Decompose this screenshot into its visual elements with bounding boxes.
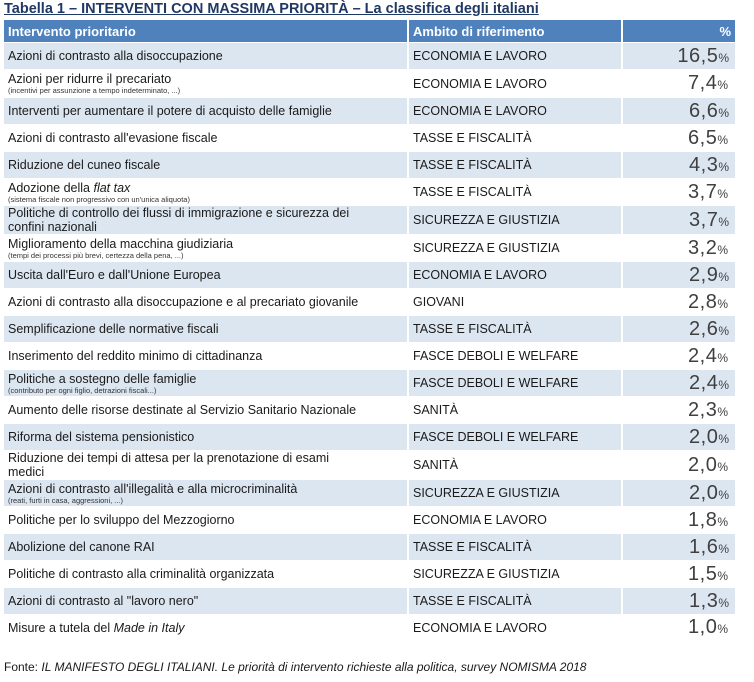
percent-sign: % <box>718 431 729 446</box>
cell-percent <box>622 615 735 641</box>
table-row <box>4 370 735 397</box>
cell-percent <box>622 424 735 451</box>
intervento-label: Riduzione del cuneo fiscale <box>8 158 161 172</box>
cell-intervento <box>4 235 408 262</box>
percent-value: 2,6 <box>689 317 719 340</box>
cell-percent <box>622 70 735 98</box>
cell-percent <box>622 152 735 179</box>
percent-sign: % <box>718 323 729 338</box>
source-text: IL MANIFESTO DEGLI ITALIANI. Le priorità di intervento richieste alla politica, survey NOMISMA 2018 <box>41 660 587 674</box>
table-row <box>4 262 735 289</box>
cell-intervento <box>4 561 408 588</box>
cell-ambito: ECONOMIA E LAVORO <box>408 262 622 289</box>
cell-ambito: SICUREZZA E GIUSTIZIA <box>408 480 622 507</box>
percent-sign: % <box>718 269 729 284</box>
percent-value: 16,5 <box>677 44 719 67</box>
cell-ambito: TASSE E FISCALITÀ <box>408 534 622 561</box>
cell-intervento <box>4 424 408 451</box>
table-row <box>4 507 735 534</box>
percent-value: 2,0 <box>688 453 718 476</box>
table-row <box>4 125 735 152</box>
cell-ambito: ECONOMIA E LAVORO <box>408 507 622 534</box>
table-row <box>4 480 735 507</box>
header-percent: % <box>622 20 735 43</box>
percent-value: 6,6 <box>689 99 719 122</box>
header-ambito: Ambito di riferimento <box>408 20 622 43</box>
table-row <box>4 343 735 370</box>
table-row <box>4 235 735 262</box>
intervento-label: Politiche per lo sviluppo del Mezzogiorno <box>8 513 235 527</box>
priority-table <box>4 20 736 641</box>
percent-sign: % <box>717 622 728 637</box>
cell-intervento <box>4 125 408 152</box>
cell-ambito: GIOVANI <box>408 289 622 316</box>
cell-intervento <box>4 262 408 289</box>
cell-intervento <box>4 343 408 370</box>
percent-sign: % <box>717 459 728 474</box>
table-row <box>4 152 735 179</box>
cell-percent <box>622 43 735 70</box>
cell-percent <box>622 316 735 343</box>
cell-ambito: SICUREZZA E GIUSTIZIA <box>408 235 622 262</box>
intervento-label: Politiche a sostegno delle famiglie <box>8 371 197 386</box>
percent-value: 1,3 <box>689 589 719 612</box>
percent-sign: % <box>717 132 728 147</box>
intervento-label: Azioni per ridurre il precariato <box>8 72 172 86</box>
header-intervento: Intervento prioritario <box>4 20 408 43</box>
cell-ambito: SICUREZZA E GIUSTIZIA <box>408 206 622 235</box>
intervento-label: Azioni di contrasto all'evasione fiscale <box>8 131 218 145</box>
cell-ambito: TASSE E FISCALITÀ <box>408 152 622 179</box>
intervento-label: Semplificazione delle normative fiscali <box>8 322 219 336</box>
cell-intervento <box>4 397 408 424</box>
cell-percent <box>622 125 735 152</box>
cell-percent <box>622 206 735 235</box>
intervento-label: Politiche di contrasto alla criminalità organizzata <box>8 567 275 581</box>
cell-ambito: FASCE DEBOLI E WELFARE <box>408 424 622 451</box>
cell-intervento <box>4 98 408 125</box>
percent-sign: % <box>717 186 728 201</box>
percent-value: 3,2 <box>688 236 718 259</box>
cell-intervento <box>4 206 408 235</box>
percent-value: 2,8 <box>688 290 718 313</box>
cell-intervento <box>4 480 408 507</box>
table-row <box>4 70 735 98</box>
percent-sign: % <box>718 105 729 120</box>
cell-ambito: SANITÀ <box>408 397 622 424</box>
percent-value: 3,7 <box>689 208 719 231</box>
intervento-label: Politiche di controllo dei flussi di immigrazione e sicurezza dei <box>8 206 350 220</box>
intervento-label: Adozione della flat tax <box>8 180 131 195</box>
cell-intervento <box>4 43 408 70</box>
table-body <box>4 43 735 641</box>
cell-ambito: ECONOMIA E LAVORO <box>408 98 622 125</box>
intervento-label: Azioni di contrasto all'illegalità e alla microcriminalità <box>8 481 298 496</box>
intervento-note: (tempi dei processi più brevi, certezza della pena, ...) <box>8 250 184 260</box>
intervento-label-continued: medici <box>8 465 45 479</box>
percent-sign: % <box>717 350 728 365</box>
cell-ambito: FASCE DEBOLI E WELFARE <box>408 343 622 370</box>
percent-value: 2,4 <box>688 344 718 367</box>
cell-ambito: TASSE E FISCALITÀ <box>408 588 622 615</box>
percent-sign: % <box>717 514 728 529</box>
intervento-label: Interventi per aumentare il potere di acquisto delle famiglie <box>8 104 332 118</box>
percent-value: 1,5 <box>688 562 718 585</box>
table-row <box>4 98 735 125</box>
cell-percent <box>622 235 735 262</box>
source-note <box>4 660 586 674</box>
table-row <box>4 397 735 424</box>
percent-sign: % <box>718 214 729 229</box>
intervento-note: (sistema fiscale non progressivo con un'unica aliquota) <box>8 194 190 204</box>
cell-percent <box>622 588 735 615</box>
cell-percent <box>622 289 735 316</box>
cell-percent <box>622 534 735 561</box>
cell-percent <box>622 343 735 370</box>
cell-intervento <box>4 70 408 98</box>
cell-intervento <box>4 451 408 480</box>
intervento-label: Misure a tutela del Made in Italy <box>8 620 185 635</box>
cell-percent <box>622 262 735 289</box>
cell-intervento <box>4 316 408 343</box>
percent-sign: % <box>718 377 729 392</box>
table-row <box>4 615 735 641</box>
table-row <box>4 316 735 343</box>
source-label: Fonte: <box>4 660 39 674</box>
cell-intervento <box>4 370 408 397</box>
cell-intervento <box>4 289 408 316</box>
intervento-label-continued: confini nazionali <box>8 220 97 234</box>
cell-percent <box>622 370 735 397</box>
percent-value: 7,4 <box>688 72 718 94</box>
intervento-label: Riforma del sistema pensionistico <box>8 430 195 444</box>
cell-percent <box>622 480 735 507</box>
percent-value: 1,8 <box>688 508 718 531</box>
cell-ambito: SICUREZZA E GIUSTIZIA <box>408 561 622 588</box>
percent-sign: % <box>717 404 728 419</box>
cell-percent <box>622 507 735 534</box>
cell-ambito: ECONOMIA E LAVORO <box>408 615 622 641</box>
table-row <box>4 179 735 206</box>
cell-intervento <box>4 588 408 615</box>
percent-sign: % <box>718 595 729 610</box>
table-row <box>4 451 735 480</box>
table-title: Tabella 1 – INTERVENTI CON MASSIMA PRIORITÀ – La classifica degli italiani <box>4 1 539 17</box>
percent-sign: % <box>717 78 728 92</box>
intervento-label: Uscita dall'Euro e dall'Unione Europea <box>8 268 221 282</box>
percent-value: 1,0 <box>688 616 718 639</box>
cell-percent <box>622 179 735 206</box>
percent-sign: % <box>717 242 728 257</box>
percent-sign: % <box>718 50 729 65</box>
intervento-label: Azioni di contrasto al "lavoro nero" <box>8 594 199 608</box>
intervento-label: Azioni di contrasto alla disoccupazione e al precariato giovanile <box>8 295 359 309</box>
intervento-label: Inserimento del reddito minimo di cittadinanza <box>8 349 263 363</box>
cell-intervento <box>4 615 408 641</box>
intervento-label: Miglioramento della macchina giudiziaria <box>8 236 234 251</box>
percent-value: 2,0 <box>689 425 719 448</box>
table-row <box>4 534 735 561</box>
cell-intervento <box>4 152 408 179</box>
intervento-label: Abolizione del canone RAI <box>8 540 155 554</box>
percent-sign: % <box>718 487 729 502</box>
cell-intervento <box>4 179 408 206</box>
intervento-note: (contributo per ogni figlio, detrazioni fiscali...) <box>8 385 157 395</box>
cell-intervento <box>4 534 408 561</box>
intervento-note: (incentivi per assunzione a tempo indeterminato, ...) <box>8 86 181 95</box>
cell-ambito: TASSE E FISCALITÀ <box>408 316 622 343</box>
percent-sign: % <box>718 541 729 556</box>
percent-value: 1,6 <box>689 535 719 558</box>
cell-intervento <box>4 507 408 534</box>
percent-value: 2,9 <box>689 263 719 286</box>
intervento-note: (reati, furti in casa, aggressioni, ...) <box>8 495 124 505</box>
cell-percent <box>622 98 735 125</box>
cell-percent <box>622 561 735 588</box>
percent-value: 3,7 <box>688 180 718 203</box>
table-header-row <box>4 20 735 43</box>
percent-value: 2,0 <box>689 481 719 504</box>
intervento-label: Riduzione dei tempi di attesa per la prenotazione di esami <box>8 451 330 465</box>
percent-value: 2,4 <box>689 371 719 394</box>
cell-ambito: FASCE DEBOLI E WELFARE <box>408 370 622 397</box>
table-row <box>4 206 735 235</box>
cell-percent <box>622 451 735 480</box>
intervento-label: Aumento delle risorse destinate al Servizio Sanitario Nazionale <box>8 403 357 417</box>
cell-ambito: TASSE E FISCALITÀ <box>408 125 622 152</box>
percent-sign: % <box>717 568 728 583</box>
percent-sign: % <box>718 159 729 174</box>
percent-value: 4,3 <box>689 153 719 176</box>
cell-ambito: SANITÀ <box>408 451 622 480</box>
table-row <box>4 43 735 70</box>
cell-ambito: TASSE E FISCALITÀ <box>408 179 622 206</box>
percent-value: 2,3 <box>688 398 718 421</box>
cell-percent <box>622 397 735 424</box>
cell-ambito: ECONOMIA E LAVORO <box>408 70 622 98</box>
intervento-label: Azioni di contrasto alla disoccupazione <box>8 49 223 63</box>
percent-sign: % <box>717 296 728 311</box>
table-row <box>4 424 735 451</box>
percent-value: 6,5 <box>688 126 718 149</box>
cell-ambito: ECONOMIA E LAVORO <box>408 43 622 70</box>
table-row <box>4 588 735 615</box>
table-row <box>4 561 735 588</box>
table-row <box>4 289 735 316</box>
